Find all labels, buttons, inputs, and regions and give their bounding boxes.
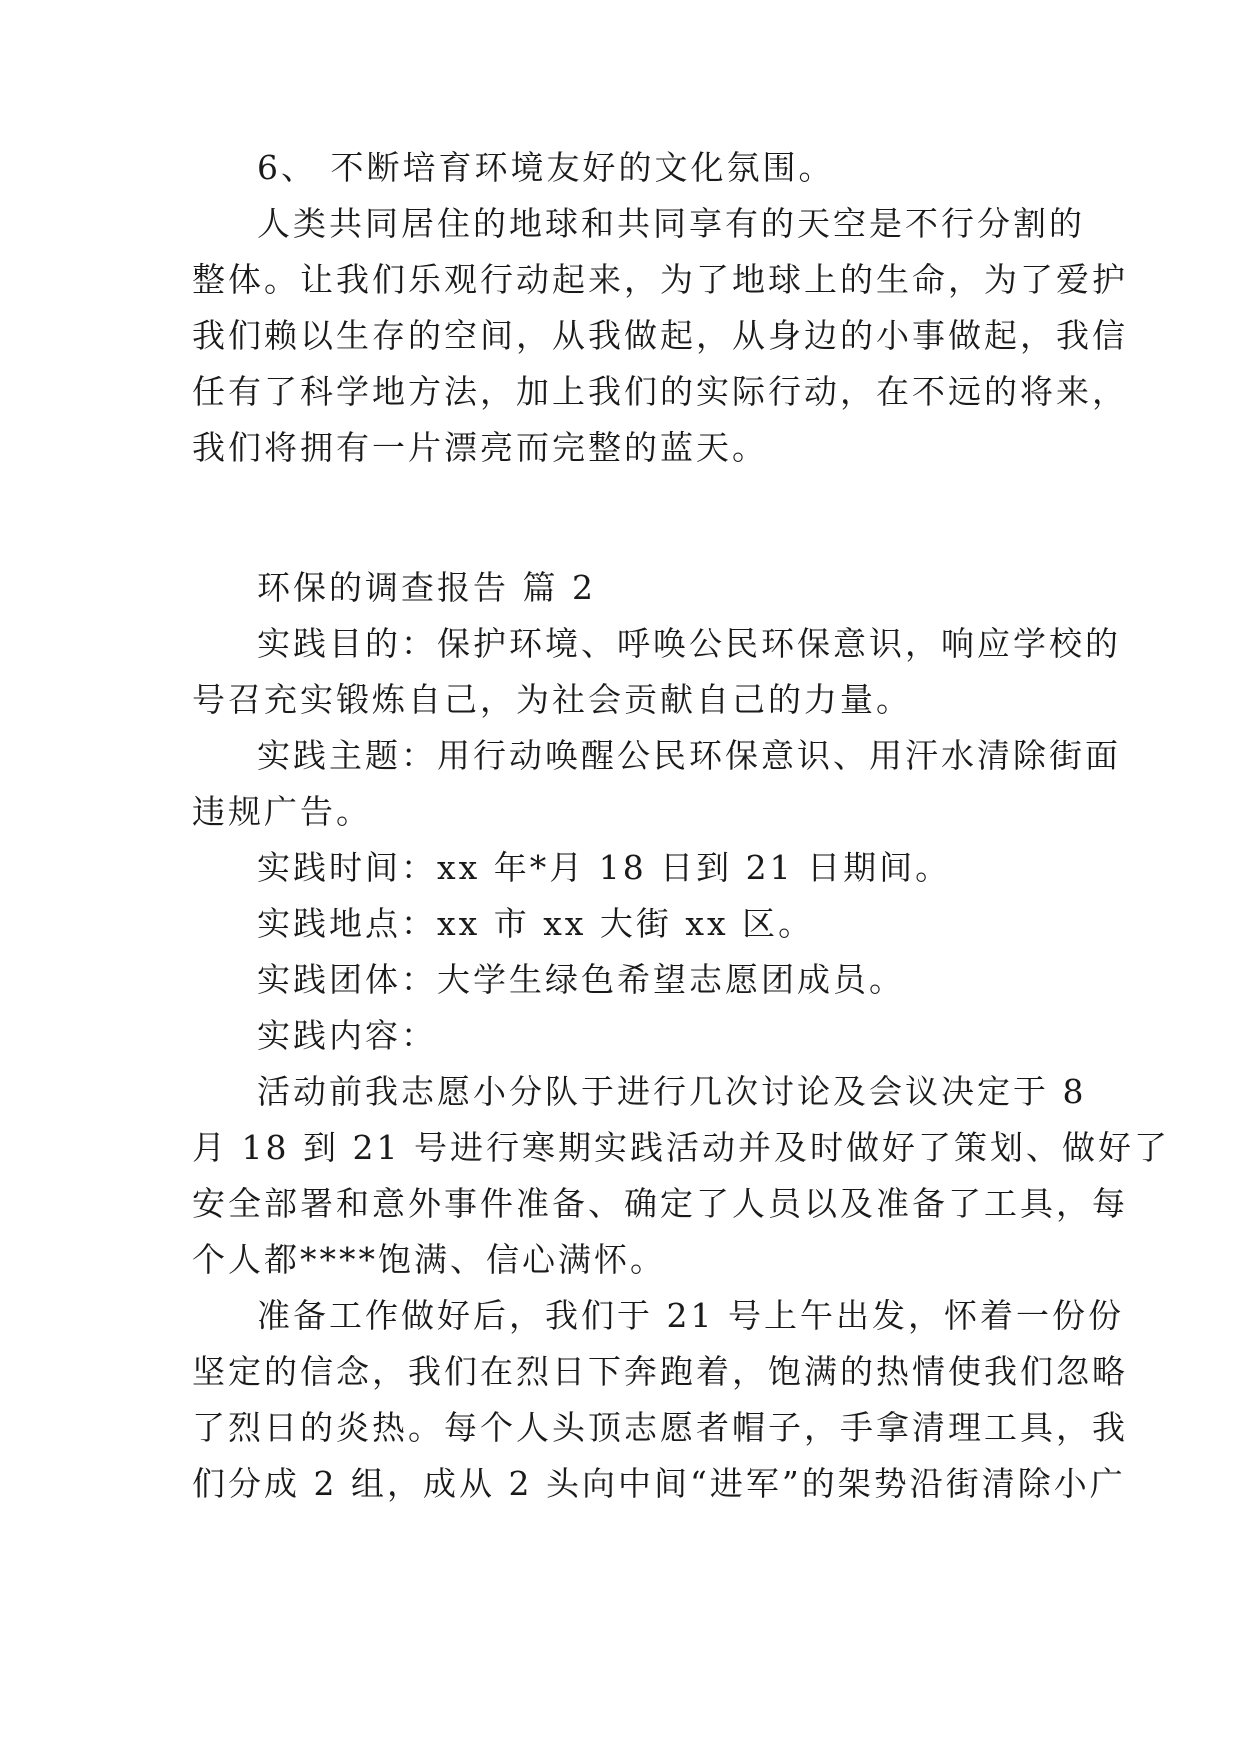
- paragraph-line: 实践时间：xx 年*月 18 日到 21 日期间。: [257, 848, 952, 887]
- paragraph-line: 整体。让我们乐观行动起来，为了地球上的生命，为了爱护: [192, 260, 1128, 299]
- paragraph-line: 了烈日的炎热。每个人头顶志愿者帽子，手拿清理工具，我: [192, 1408, 1128, 1447]
- paragraph-line: 违规广告。: [192, 792, 372, 831]
- paragraph-line: 实践团体：大学生绿色希望志愿团成员。: [257, 960, 905, 999]
- paragraph-line: 们分成 2 组，成从 2 头向中间“进军”的架势沿街清除小广: [192, 1464, 1126, 1503]
- list-item-6: 6、 不断培育环境友好的文化氛围。: [257, 148, 835, 187]
- paragraph-line: 我们将拥有一片漂亮而完整的蓝天。: [192, 428, 768, 467]
- paragraph-line: 准备工作做好后，我们于 21 号上午出发，怀着一份份: [257, 1296, 1124, 1335]
- paragraph-line: 号召充实锻炼自己，为社会贡献自己的力量。: [192, 680, 912, 719]
- paragraph-line: 实践主题：用行动唤醒公民环保意识、用汗水清除街面: [257, 736, 1121, 775]
- paragraph-line: 实践内容：: [257, 1016, 437, 1055]
- paragraph-line: 实践目的：保护环境、呼唤公民环保意识，响应学校的: [257, 624, 1121, 663]
- paragraph-line: 活动前我志愿小分队于进行几次讨论及会议决定于 8: [257, 1072, 1087, 1111]
- paragraph-line: 安全部署和意外事件准备、确定了人员以及准备了工具，每: [192, 1184, 1128, 1223]
- paragraph-line: 个人都****饱满、信心满怀。: [192, 1240, 666, 1279]
- section-heading: 环保的调查报告 篇 2: [257, 568, 596, 607]
- paragraph-line: 实践地点：xx 市 xx 大街 xx 区。: [257, 904, 815, 943]
- paragraph-line: 任有了科学地方法，加上我们的实际行动，在不远的将来，: [192, 372, 1128, 411]
- paragraph-line: 坚定的信念，我们在烈日下奔跑着，饱满的热情使我们忽略: [192, 1352, 1128, 1391]
- paragraph-line: 月 18 到 21 号进行寒期实践活动并及时做好了策划、做好了: [192, 1128, 1170, 1167]
- paragraph-line: 人类共同居住的地球和共同享有的天空是不行分割的: [257, 204, 1085, 243]
- paragraph-line: 我们赖以生存的空间，从我做起，从身边的小事做起，我信: [192, 316, 1128, 355]
